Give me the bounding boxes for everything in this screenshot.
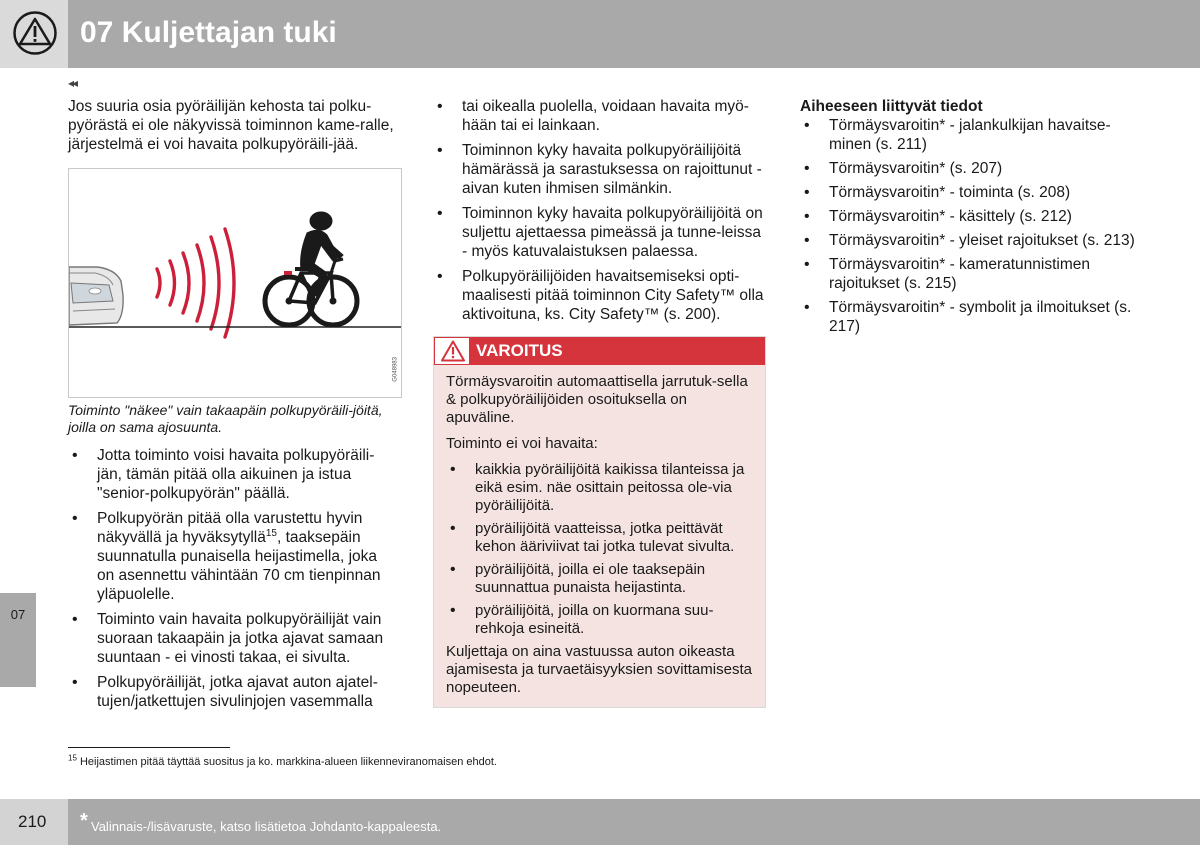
related-link[interactable]: • Törmäysvaroitin* - jalankulkijan havaitse-minen (s. 211) — [800, 116, 1135, 154]
list-item: • Jotta toiminto voisi havaita polkupyöräili-jän, tämän pitää olla aikuinen ja istua "senior-polkupyörän" päällä. — [68, 446, 398, 503]
chapter-side-tab-label: 07 — [10, 607, 26, 622]
warning-header — [434, 337, 765, 365]
list-item: • kaikkia pyöräilijöitä kaikissa tilanteissa ja eikä esim. näe osittain peitossa ole-via pyöräilijöitä. — [446, 461, 753, 515]
warning-list — [446, 461, 753, 638]
warning-triangle-icon — [441, 340, 465, 362]
figure-caption: Toiminto "näkee" vain takaapäin polkupyöräili-jöitä, joilla on sama ajosuunta. — [68, 402, 383, 435]
list-item: • Toiminnon kyky havaita polkupyöräilijöitä on suljettu ajettaessa pimeässä ja tunne-leissa - myös katuvalaistuksen palaessa. — [433, 204, 766, 261]
related-link[interactable]: • Törmäysvaroitin* - käsittely (s. 212) — [800, 207, 1135, 226]
footnote-text: Heijastimen pitää täyttää suositus ja ko. markkina-alueen liikenneviranomaisen ehdot. — [79, 756, 497, 768]
footnote-number: 15 — [68, 753, 77, 763]
related-link[interactable]: • Törmäysvaroitin* (s. 207) — [800, 159, 1135, 178]
list-item: • pyöräilijöitä, joilla ei ole taaksepäin suunnattua punaista heijastinta. — [446, 561, 753, 597]
list-item-continued: • tai oikealla puolella, voidaan havaita myö-hään tai ei lainkaan. — [433, 97, 766, 135]
footer-star: * — [80, 810, 88, 832]
radar-waves-graphic — [157, 229, 234, 337]
warning-body — [434, 365, 765, 707]
footer-note: Valinnais-/lisävaruste, katso lisätietoa Johdanto-kappaleesta. — [91, 819, 442, 834]
list-item: • pyöräilijöitä, joilla on kuormana suu-rehkoja esineitä. — [446, 602, 753, 638]
footnote — [68, 755, 497, 769]
column-2 — [433, 97, 766, 708]
warning-icon-box — [434, 337, 470, 365]
chapter-title: 07 Kuljettajan tuki — [80, 16, 337, 49]
list-item: • Polkupyöräilijät, jotka ajavat auton ajatel-tujen/jatkettujen sivulinjojen vasemmalla — [68, 673, 398, 711]
list-item: • Toiminnon kyky havaita polkupyöräilijöitä hämärässä ja sarastuksessa on rajoittunut - aivan kuten ihmisen silmänkin. — [433, 141, 766, 198]
warning-triangle-icon — [13, 11, 57, 55]
requirements-list — [68, 446, 398, 711]
car-front-graphic — [69, 267, 123, 325]
limitations-list-items — [433, 141, 766, 324]
intro-paragraph: Jos suuria osia pyöräilijän kehosta tai polku-pyörästä ei ole näkyvissä toiminnon kame-ralle, järjestelmä ei voi havaita polkupyöräili-jää. — [68, 98, 394, 153]
warning-paragraph: Törmäysvaroitin automaattisella jarrutuk-sella & polkupyöräilijöiden osoituksella on apuväline. — [446, 373, 748, 426]
footnote-ref[interactable]: 15 — [265, 527, 277, 539]
column-1 — [68, 97, 398, 717]
warning-box — [433, 336, 766, 708]
related-link[interactable]: • Törmäysvaroitin* - yleiset rajoitukset (s. 213) — [800, 231, 1135, 250]
figure-code: G048983 — [393, 357, 399, 382]
related-info-heading: Aiheeseen liittyvät tiedot — [800, 98, 983, 115]
list-item: • Toiminto vain havaita polkupyöräilijät vain suoraan takaapäin ja jotka ajavat samaan suuntaan - ei vinosti takaa, ei sivulta. — [68, 610, 398, 667]
related-link[interactable]: • Törmäysvaroitin* - symbolit ja ilmoitukset (s. 217) — [800, 298, 1135, 336]
cyclist-illustration — [69, 169, 402, 398]
cyclist-detection-figure — [68, 168, 402, 398]
header-icon-box — [0, 0, 68, 68]
warning-paragraph: Kuljettaja on aina vastuussa auton oikeasta ajamisesta ja turvaetäisyyksien sovittamisesta nopeuteen. — [446, 643, 752, 696]
list-item: • Polkupyörän pitää olla varustettu hyvin näkyvällä ja hyväksytyllä$^{15}$, taaksepäin suunnatulla punaisella heijastimella, joka on asennettu vähintään 70 cm tienpinnan yläpuolelle. — [68, 509, 398, 604]
column-3 — [800, 97, 1135, 341]
related-link[interactable]: • Törmäysvaroitin* - kameratunnistimen rajoitukset (s. 215) — [800, 255, 1135, 293]
continued-marker: ◂◂ — [68, 76, 77, 90]
related-link[interactable]: • Törmäysvaroitin* - toiminta (s. 208) — [800, 183, 1135, 202]
warning-paragraph: Toiminto ei voi havaita: — [446, 435, 598, 452]
list-item: • pyöräilijöitä vaatteissa, jotka peittävät kehon ääriviivat tai jotka tulevat sivulta. — [446, 520, 753, 556]
page-number: 210 — [18, 812, 47, 831]
footnote-divider — [68, 747, 230, 748]
related-links-list — [800, 116, 1135, 336]
list-item: • Polkupyöräilijöiden havaitsemiseksi opti-maalisesti pitää toiminnon City Safety™ olla aktivoituna, ks. City Safety™ (s. 200). — [433, 267, 766, 324]
warning-title: VAROITUS — [476, 341, 563, 360]
limitations-list — [433, 97, 766, 135]
